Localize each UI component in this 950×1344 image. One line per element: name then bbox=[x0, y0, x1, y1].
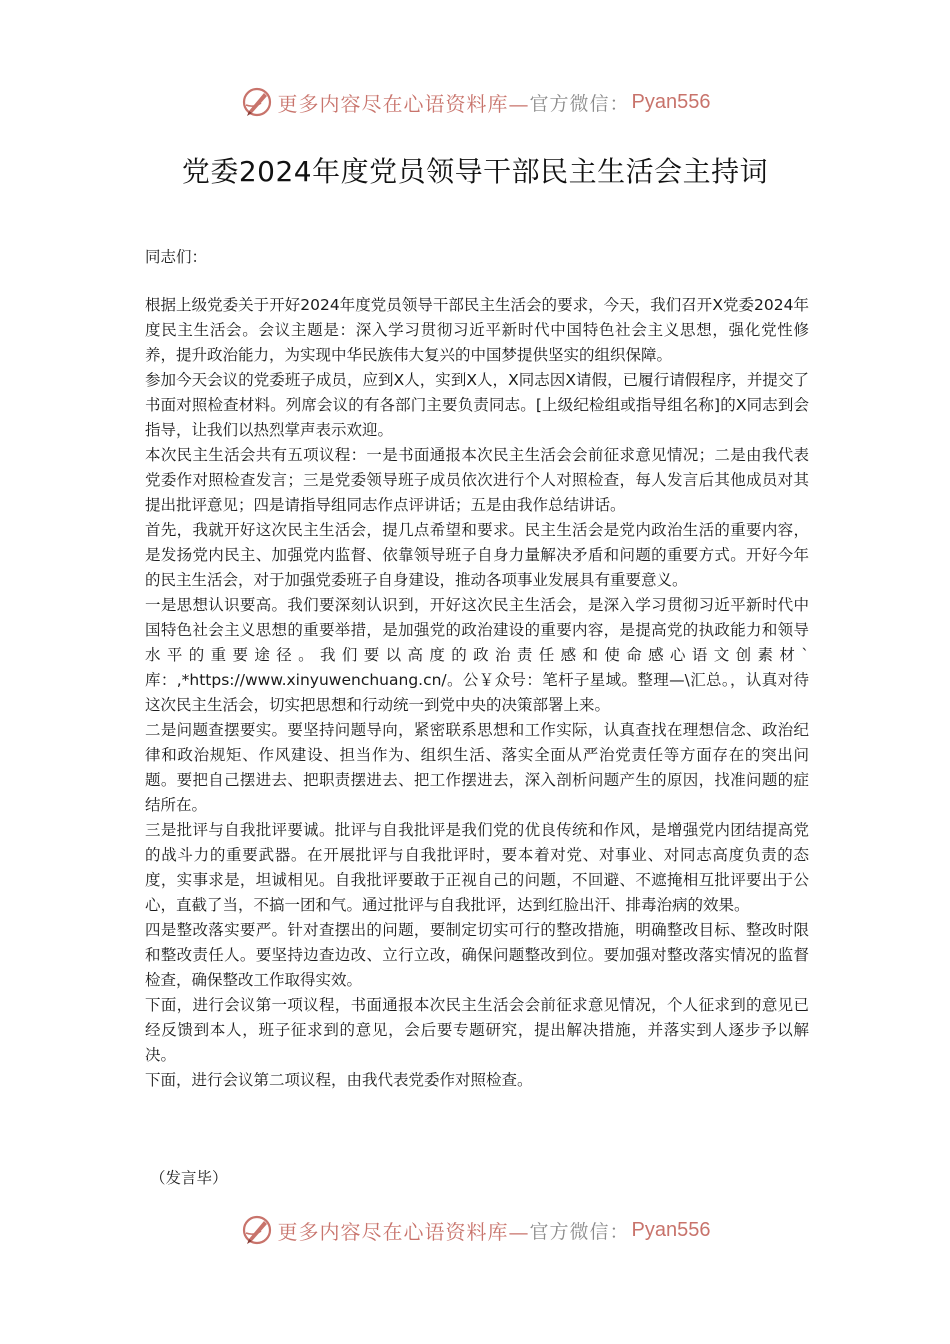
banner-wechat-id: Pyan556 bbox=[631, 1218, 711, 1241]
footer-watermark-banner bbox=[0, 1210, 950, 1250]
pen-logo-icon bbox=[240, 85, 274, 119]
closing-note: （发言毕） bbox=[150, 1169, 228, 1187]
paragraph: 本次民主生活会共有五项议程：一是书面通报本次民主生活会会前征求意见情况；二是由我代表党委作对照检查发言；三是党委领导班子成员依次进行个人对照检查，每人发言后其他成员对其提出批评意见；四是请指导组同志作点评讲话；五是由我作总结讲话。 bbox=[145, 446, 809, 514]
paragraph: 参加今天会议的党委班子成员，应到X人，实到X人，X同志因X请假，已履行请假程序，并提交了书面对照检查材料。列席会议的有各部门主要负责同志。[上级纪检组或指导组名称]的X同志到会指导，让我们以热烈掌声表示欢迎。 bbox=[145, 371, 809, 439]
paragraph: 首先，我就开好这次民主生活会，提几点希望和要求。民主生活会是党内政治生活的重要内容，是发扬党内民主、加强党内监督、依靠领导班子自身力量解决矛盾和问题的重要方式。开好今年的民主生活会，对于加强党委班子自身建设，推动各项事业发展具有重要意义。 bbox=[145, 521, 809, 589]
pen-logo-icon bbox=[240, 1213, 274, 1247]
banner-wechat-label: 官方微信： bbox=[529, 1220, 630, 1243]
paragraph: 一是思想认识要高。我们要深刻认识到，开好这次民主生活会，是深入学习贯彻习近平新时代中国特色社会主义思想的重要举措，是加强党的政治建设的重要内容，是提高党的执政能力和领导水平的重要途径。我们要以高度的政治责任感和使命感心语文创素材`库：,*https://www.xinyuwenchuang.cn/。公￥众号：笔杆子星域。整理—\汇总。，认真对待这次民主生活会，切实把思想和行动统一到党中央的决策部署上来。 bbox=[145, 596, 809, 714]
paragraph: 四是整改落实要严。针对查摆出的问题，要制定切实可行的整改措施，明确整改目标、整改时限和整改责任人。要坚持边查边改、立行立改，确保问题整改到位。要加强对整改落实情况的监督检查，确保整改工作取得实效。 bbox=[145, 921, 809, 989]
paragraph: 下面，进行会议第一项议程，书面通报本次民主生活会会前征求意见情况，个人征求到的意见已经反馈到本人，班子征求到的意见，会后要专题研究，提出解决措施，并落实到人逐步予以解决。 bbox=[145, 996, 809, 1064]
banner-text: 更多内容尽在心语资料库— bbox=[277, 91, 530, 116]
banner-wechat-id: Pyan556 bbox=[631, 90, 711, 113]
document-title: 党委2024年度党员领导干部民主生活会主持词 bbox=[181, 155, 769, 188]
banner-wechat-label: 官方微信： bbox=[529, 92, 630, 115]
paragraph: 二是问题查摆要实。要坚持问题导向，紧密联系思想和工作实际，认真查找在理想信念、政治纪律和政治规矩、作风建设、担当作为、组织生活、落实全面从严治党责任等方面存在的突出问题。要把自己摆进去、把职责摆进去、把工作摆进去，深入剖析问题产生的原因，找准问题的症结所在。 bbox=[145, 721, 809, 814]
banner-text: 更多内容尽在心语资料库— bbox=[277, 1219, 530, 1244]
paragraph: 下面，进行会议第二项议程，由我代表党委作对照检查。 bbox=[145, 1071, 533, 1089]
paragraph: 三是批评与自我批评要诚。批评与自我批评是我们党的优良传统和作风，是增强党内团结提高党的战斗力的重要武器。在开展批评与自我批评时，要本着对党、对事业、对同志高度负责的态度，实事求是，坦诚相见。自我批评要敢于正视自己的问题，不回避、不遮掩相互批评要出于公心，直截了当，不搞一团和气。通过批评与自我批评，达到红脸出汗、排毒治病的效果。 bbox=[145, 821, 809, 914]
document-body bbox=[145, 293, 809, 1093]
paragraph: 根据上级党委关于开好2024年度党员领导干部民主生活会的要求，今天，我们召开X党委2024年度民主生活会。会议主题是：深入学习贯彻习近平新时代中国特色社会主义思想，强化党性修养，提升政治能力，为实现中华民族伟大复兴的中国梦提供坚实的组织保障。 bbox=[145, 296, 809, 364]
header-watermark-banner bbox=[0, 82, 950, 122]
greeting: 同志们： bbox=[145, 248, 208, 266]
